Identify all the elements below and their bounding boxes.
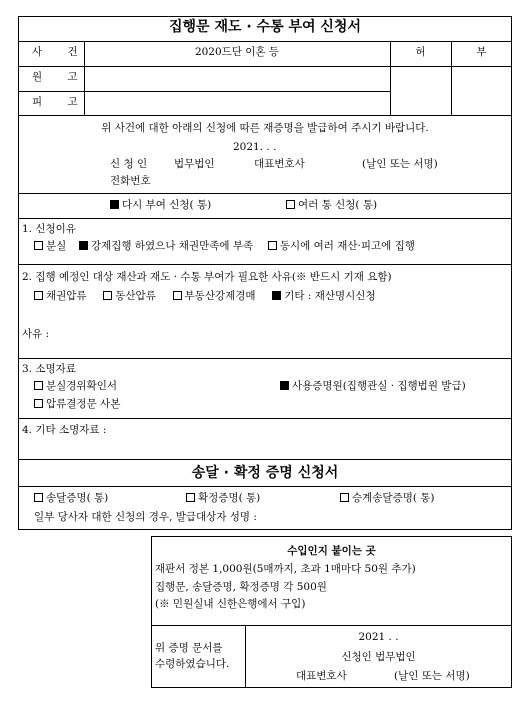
opt-succession[interactable]: 승계송달증명( 통) bbox=[340, 492, 435, 505]
option-reissue[interactable]: 다시 부여 신청( 통) bbox=[110, 199, 211, 212]
checkbox-checked[interactable] bbox=[110, 200, 119, 209]
request-date: 2021. . . bbox=[233, 141, 277, 153]
receipt-date: 2021 . . bbox=[358, 631, 399, 643]
receipt-left2: 수령하였습니다. bbox=[155, 658, 230, 670]
opt-lostconfirm[interactable]: 분실경위확인서 bbox=[34, 380, 117, 393]
checkbox[interactable] bbox=[34, 399, 43, 408]
checkbox-checked[interactable] bbox=[79, 241, 88, 250]
applicant-label: 신 청 인 bbox=[110, 158, 148, 170]
opt-multi: 동시에 여러 재산·피고에 집행 bbox=[279, 240, 415, 252]
opt-other: 기타 : 재산명시신청 bbox=[284, 290, 376, 302]
opt-claim: 채권압류 bbox=[46, 290, 87, 302]
checkbox[interactable] bbox=[34, 241, 43, 250]
opt-delivery[interactable]: 송달증명( 통) bbox=[34, 492, 108, 505]
opt-final[interactable]: 확정증명( 통) bbox=[186, 492, 260, 505]
option-multi[interactable]: 여러 통 신청( 통) bbox=[286, 199, 377, 212]
checkbox[interactable] bbox=[286, 200, 295, 209]
receipt-seal: (날인 또는 서명) bbox=[394, 670, 470, 682]
reason-heading: 1. 신청이유 bbox=[22, 223, 76, 235]
applicant-phone: 전화번호 bbox=[110, 175, 151, 187]
target-options bbox=[34, 290, 376, 303]
delivery-note: 일부 당사자 대한 신청의 경우, 발급대상자 성명 : bbox=[34, 511, 257, 523]
checkbox[interactable] bbox=[34, 291, 43, 300]
opt-lost: 분실 bbox=[46, 240, 67, 252]
opt-usage[interactable]: 사용증명원(집행관실 · 집행법원 발급) bbox=[280, 380, 466, 393]
applicant-rep: 대표변호사 bbox=[254, 158, 305, 170]
request-line: 위 사건에 대한 아래의 신청에 따른 재증명을 발급하여 주시기 바랍니다. bbox=[101, 122, 429, 134]
applicant-seal: (날인 또는 서명) bbox=[362, 158, 438, 170]
stamp-line2: 집행문, 송달증명, 확정증명 각 500원 bbox=[155, 581, 327, 593]
stamp-line1: 재판서 정본 1,000원(5매까지, 초과 1매마다 50원 추가) bbox=[155, 563, 416, 575]
stamp-title: 수입인지 붙이는 곳 bbox=[287, 545, 376, 557]
opt-seizure[interactable]: 압류결정문 사본 bbox=[34, 398, 120, 411]
applicant-name: 법무법인 bbox=[174, 158, 215, 170]
receipt-rep: 대표변호사 bbox=[296, 670, 347, 682]
label-defendant: 피 고 bbox=[32, 96, 89, 108]
label-case: 사 건 bbox=[32, 46, 89, 58]
checkbox-checked[interactable] bbox=[280, 381, 289, 390]
label-deny: 부 bbox=[476, 46, 487, 58]
stamp-line3: (※ 민원실내 신한은행에서 구입) bbox=[155, 598, 306, 610]
opt-movable: 동산압류 bbox=[115, 290, 156, 302]
case-value: 2020드단 이혼 등 bbox=[194, 46, 280, 58]
checkbox[interactable] bbox=[34, 381, 43, 390]
delivery-title: 송달 · 확정 증명 신청서 bbox=[191, 465, 339, 481]
checkbox-checked[interactable] bbox=[272, 291, 281, 300]
receipt-left1: 위 증명 문서를 bbox=[155, 642, 223, 654]
opt-realestate: 부동산강제경매 bbox=[184, 290, 256, 302]
target-reason-label: 사유 : bbox=[22, 328, 50, 340]
form-title: 집행문 재도 · 수통 부여 신청서 bbox=[169, 19, 361, 35]
checkbox[interactable] bbox=[103, 291, 112, 300]
label-grant: 허 bbox=[415, 46, 426, 58]
checkbox[interactable] bbox=[340, 493, 349, 502]
opt-forced: 강제집행 하였으나 채권만족에 부족 bbox=[90, 240, 254, 252]
target-heading: 2. 집행 예정인 대상 재산과 재도 · 수통 부여가 필요한 사유(※ 반드시 기재 요함) bbox=[22, 271, 392, 283]
label-plaintiff: 원 고 bbox=[32, 71, 89, 83]
checkbox[interactable] bbox=[173, 291, 182, 300]
proof-heading: 3. 소명자료 bbox=[22, 363, 76, 375]
reason-options bbox=[34, 240, 415, 253]
checkbox[interactable] bbox=[34, 493, 43, 502]
checkbox[interactable] bbox=[268, 241, 277, 250]
checkbox[interactable] bbox=[186, 493, 195, 502]
options-box bbox=[18, 193, 512, 219]
other-heading: 4. 기타 소명자료 : bbox=[22, 424, 107, 436]
receipt-applicant: 신청인 법무법인 bbox=[341, 651, 416, 663]
